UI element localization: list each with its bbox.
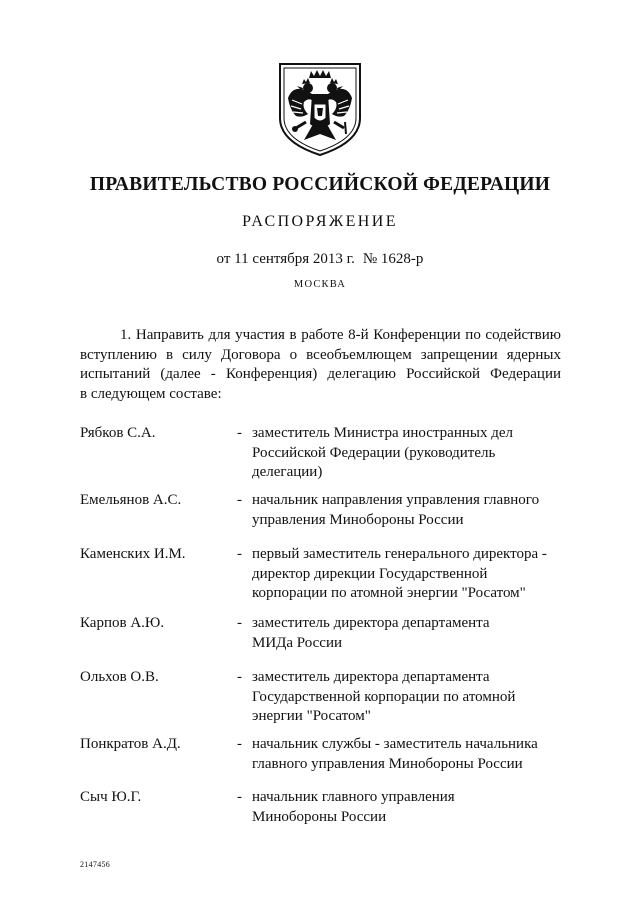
member-name: Карпов А.Ю. (80, 615, 165, 631)
document-number: № 1628-р (362, 251, 424, 267)
member-role-line: заместитель директора департамента (252, 615, 490, 631)
member-name: Сыч Ю.Г. (80, 789, 142, 805)
member-dash: - (237, 425, 242, 441)
member-name: Рябков С.А. (80, 425, 156, 441)
member-role (252, 668, 572, 727)
member-dash: - (237, 789, 242, 805)
document-type: РАСПОРЯЖЕНИЕ (242, 213, 398, 230)
member-name: Емельянов А.С. (80, 492, 182, 508)
member-dash: - (237, 615, 242, 631)
member-role-line: заместитель директора департамента (252, 669, 490, 685)
member-dash: - (237, 736, 242, 752)
member-role-line: первый заместитель генерального директора - (252, 546, 547, 562)
member-role (252, 491, 572, 530)
member-role-line: энергии "Росатом" (252, 708, 371, 724)
member-role-line: заместитель Министра иностранных дел (252, 425, 513, 441)
member-role (252, 788, 572, 827)
member-role-line: Государственной корпорации по атомной (252, 688, 516, 705)
member-role-line: Минобороны России (252, 808, 387, 825)
member-role-line: начальник направления управления главного (252, 492, 540, 508)
member-dash: - (237, 669, 242, 685)
coat-of-arms-icon (272, 58, 368, 158)
member-role-line: МИДа России (252, 634, 343, 651)
body-paragraph (80, 326, 561, 404)
government-title: ПРАВИТЕЛЬСТВО РОССИЙСКОЙ ФЕДЕРАЦИИ (89, 174, 551, 195)
member-role (252, 424, 572, 483)
member-role-line: корпорации по атомной энергии "Росатом" (252, 585, 526, 601)
member-role (252, 545, 572, 604)
paragraph-line: вступлению в силу Договора о всеобъемлющем запрещении ядерных (80, 346, 561, 363)
document-date-line (0, 251, 640, 268)
document-date: от 11 сентября 2013 г. (216, 251, 355, 267)
member-dash: - (237, 492, 242, 508)
member-dash: - (237, 546, 242, 562)
member-name: Ольхов О.В. (80, 669, 159, 685)
member-role (252, 735, 572, 774)
member-role-line: начальник службы - заместитель начальника (252, 736, 538, 752)
member-role-line: Российской Федерации (руководитель (252, 444, 496, 461)
member-role-line: управления Минобороны России (252, 511, 464, 528)
paragraph-line: 1. Направить для участия в работе 8-й Конференции по содействию (120, 327, 561, 343)
member-name: Каменских И.М. (80, 546, 186, 562)
document-city: МОСКВА (293, 279, 347, 290)
document-code: 2147456 (80, 860, 111, 869)
member-role-line: делегации) (252, 464, 323, 480)
member-role-line: начальник главного управления (252, 789, 455, 805)
member-role-line: главного управления Минобороны России (252, 755, 523, 772)
member-role-line: директор дирекции Государственной (252, 565, 488, 582)
member-role (252, 614, 572, 653)
paragraph-line: испытаний (далее - Конференция) делегацию Российской Федерации (80, 366, 561, 382)
member-name: Понкратов А.Д. (80, 736, 181, 752)
paragraph-line: в следующем составе: (80, 385, 222, 402)
